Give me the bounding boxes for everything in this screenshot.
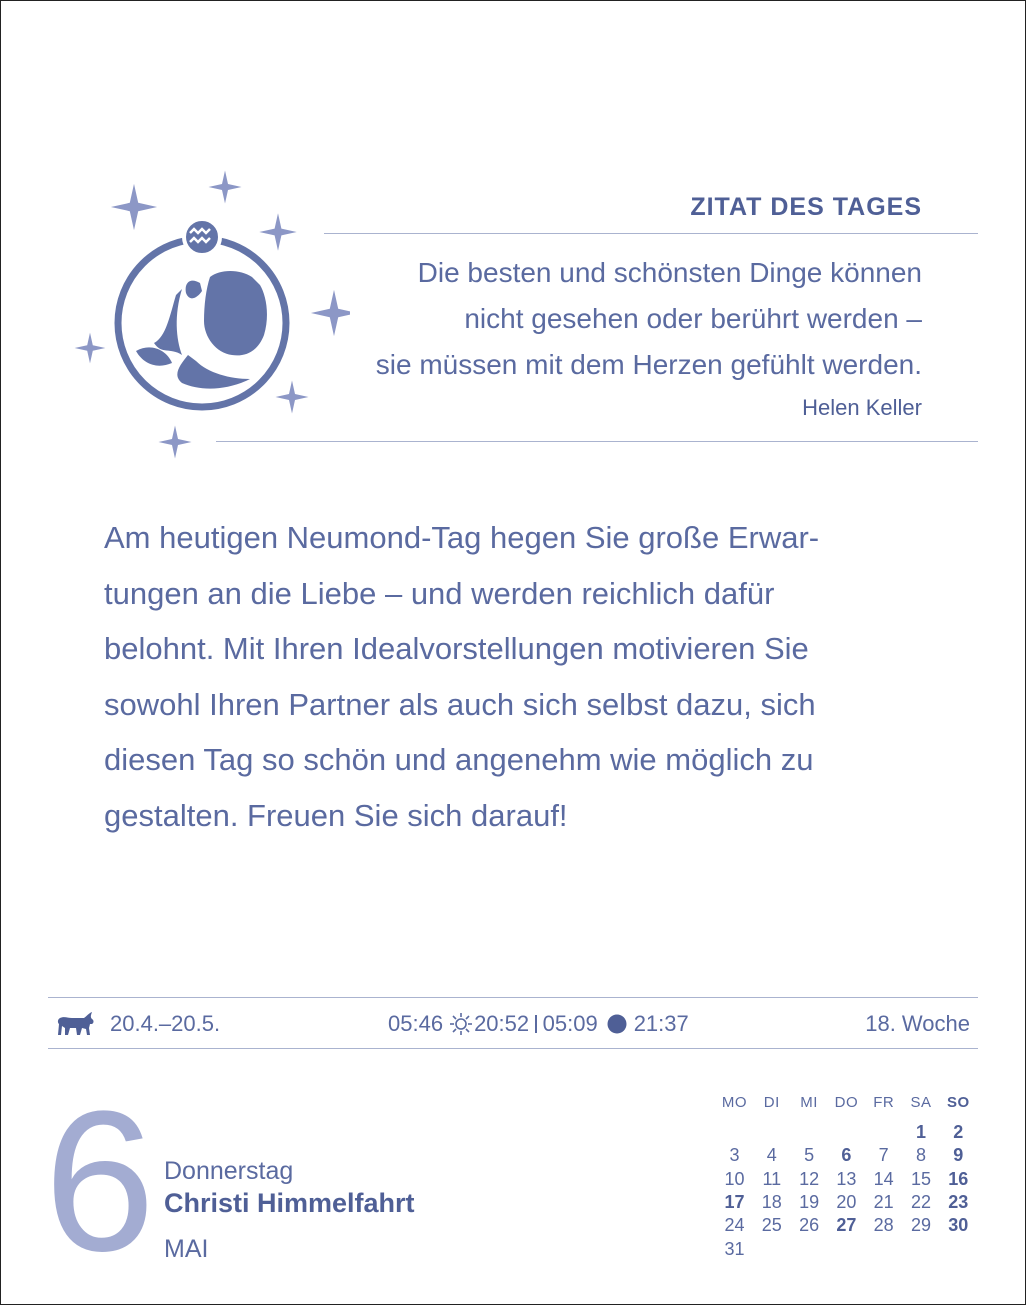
calendar-day: 11 [762, 1168, 782, 1189]
calendar-day: 7 [878, 1145, 889, 1166]
calendar-day: 23 [948, 1191, 969, 1212]
calendar-header-di: DI [763, 1094, 780, 1111]
quote-line: sie müssen mit dem Herzen gefühlt werden. [375, 349, 922, 380]
info-bar [48, 997, 978, 1049]
calendar-day: 26 [799, 1215, 820, 1236]
calendar-header-sa: SA [910, 1094, 932, 1111]
weekday: Donnerstag [164, 1157, 294, 1185]
calendar-header-so: SO [946, 1094, 970, 1111]
sunset-time: 20:52 [474, 1011, 530, 1036]
moon-icon [606, 1013, 628, 1035]
taurus-bull-icon [56, 1010, 96, 1036]
separator [535, 1015, 537, 1033]
calendar-header-mi: MI [800, 1094, 818, 1111]
calendar-day: 2 [953, 1122, 964, 1142]
calendar-header-fr: FR [873, 1094, 895, 1111]
horoscope-line: sowohl Ihren Partner als auch sich selbst dazu, sich [104, 686, 816, 722]
calendar-day: 16 [948, 1168, 969, 1189]
moonset-time: 21:37 [633, 1011, 689, 1036]
horoscope-line: diesen Tag so schön und angenehm wie möglich zu [104, 742, 814, 777]
calendar-day: 4 [766, 1145, 777, 1166]
calendar-day: 18 [761, 1191, 782, 1212]
quote-author: Helen Keller [802, 395, 922, 420]
calendar-header-mo: MO [721, 1094, 748, 1111]
calendar-day: 22 [910, 1191, 932, 1212]
quote-top-rule [324, 233, 978, 234]
calendar-day: 12 [799, 1168, 820, 1189]
calendar-day: 25 [761, 1215, 782, 1236]
calendar-day: 29 [910, 1215, 932, 1236]
horoscope-text [104, 510, 924, 843]
quote-line: Die besten und schönsten Dinge können [417, 257, 922, 288]
calendar-day: 30 [948, 1215, 969, 1236]
calendar-day: 19 [799, 1191, 820, 1212]
calendar-day: 3 [729, 1145, 740, 1166]
quote-heading: ZITAT DES TAGES [690, 193, 922, 221]
holiday-name: Christi Himmelfahrt [164, 1188, 415, 1218]
horoscope-line: tungen an die Liebe – und werden reichlich dafür [104, 575, 775, 611]
calendar-header-do: DO [834, 1094, 859, 1111]
sun-moon-times [388, 1011, 689, 1037]
calendar-day: 5 [804, 1145, 815, 1166]
month-name: MAI [164, 1235, 209, 1263]
calendar-day: 9 [953, 1145, 964, 1166]
calendar-day: 10 [724, 1168, 745, 1189]
week-number: 18. Woche [865, 1011, 970, 1036]
horoscope-line: Am heutigen Neumond-Tag hegen Sie große Erwar- [104, 520, 820, 555]
calendar-day: 28 [873, 1215, 894, 1236]
calendar-day: 1 [915, 1122, 926, 1142]
quote-line: nicht gesehen oder berührt werden – [464, 303, 922, 334]
calendar-day: 27 [836, 1215, 857, 1236]
calendar-day: 31 [724, 1238, 745, 1259]
calendar-day: 21 [873, 1191, 894, 1212]
calendar-day: 17 [724, 1191, 745, 1212]
calendar-day: 15 [910, 1168, 932, 1189]
sunrise-time: 05:46 [388, 1011, 444, 1036]
calendar-day: 6 [841, 1145, 852, 1166]
horoscope-line: belohnt. Mit Ihren Idealvorstellungen motivieren Sie [104, 631, 809, 666]
sun-icon [449, 1012, 473, 1036]
horoscope-line: gestalten. Freuen Sie sich darauf! [104, 797, 568, 833]
day-number: 6 [44, 1070, 156, 1293]
calendar-day: 8 [915, 1145, 926, 1166]
calendar-day: 13 [836, 1168, 857, 1189]
quote-text [302, 250, 922, 388]
sign-date-range: 20.4.–20.5. [110, 1011, 221, 1036]
calendar-day: 24 [724, 1215, 745, 1236]
calendar-day: 14 [873, 1168, 894, 1189]
moonrise-time: 05:09 [542, 1011, 598, 1036]
quote-bottom-rule [216, 441, 978, 442]
calendar-day: 20 [836, 1191, 857, 1212]
